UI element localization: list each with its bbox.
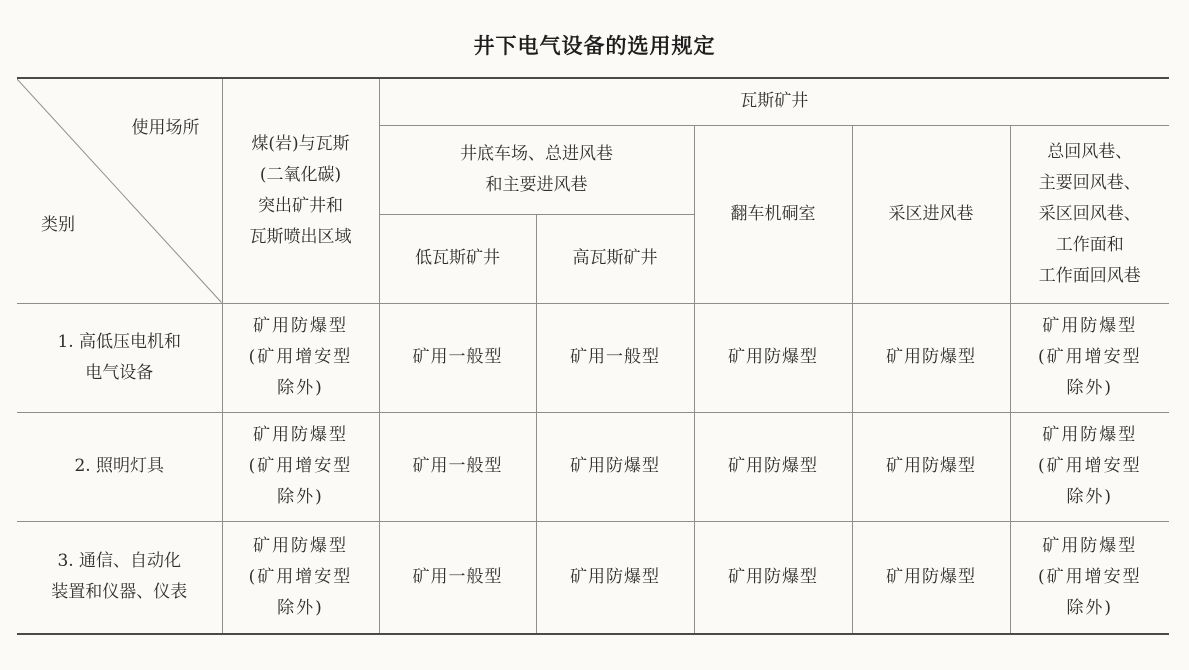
- cell-mining-intake: 矿用防爆型: [852, 303, 1010, 412]
- cell-line: 2. 照明灯具: [74, 456, 165, 476]
- cell-line: 矿用防爆型: [253, 535, 348, 556]
- cell-high-gas: 矿用防爆型: [536, 521, 694, 634]
- cell-return-air: [1010, 303, 1169, 412]
- cell-line: 除外): [1066, 597, 1114, 618]
- header-gas-mine: 瓦斯矿井: [379, 78, 1169, 125]
- header-low-gas-mine: 低瓦斯矿井: [379, 214, 536, 303]
- header-mining-intake: 采区进风巷: [852, 125, 1010, 303]
- cell-line: 矿用防爆型: [253, 425, 348, 445]
- cell-line: 3. 通信、自动化: [57, 551, 182, 572]
- cell-line: 电气设备: [85, 362, 154, 383]
- cell-line: 工作面回风巷: [1038, 265, 1141, 286]
- table-row: [17, 521, 1169, 634]
- cell-tipper: 矿用防爆型: [694, 303, 852, 412]
- diagonal-header-cell: [17, 78, 222, 303]
- cell-line: 和主要进风巷: [485, 174, 588, 195]
- cell-line: 井底车场、总进风巷: [460, 143, 613, 164]
- cell-line: 突出矿井和: [258, 195, 343, 216]
- cell-line: 矿用防爆型: [1042, 316, 1138, 336]
- cell-low-gas: 矿用一般型: [379, 303, 536, 412]
- cell-mining-intake: 矿用防爆型: [852, 412, 1010, 521]
- header-outburst-mine: [222, 78, 379, 303]
- equipment-selection-table: [17, 77, 1169, 635]
- cell-outburst: [222, 521, 379, 634]
- cell-line: 矿用防爆型: [1042, 425, 1138, 445]
- cell-return-air: [1010, 521, 1169, 634]
- cell-line: 主要回风巷、: [1038, 172, 1141, 193]
- cell-line: (矿用增安型: [248, 566, 353, 587]
- cell-outburst: [222, 412, 379, 521]
- row-category: [17, 303, 222, 412]
- cell-line: (矿用增安型: [1037, 566, 1142, 587]
- cell-line: 除外): [277, 597, 324, 618]
- header-shaft-bottom: [379, 125, 694, 214]
- cell-line: 除外): [1066, 378, 1114, 398]
- cell-high-gas: 矿用防爆型: [536, 412, 694, 521]
- cell-line: (矿用增安型: [248, 456, 353, 476]
- cell-line: (矿用增安型: [1037, 347, 1142, 367]
- cell-line: 1. 高低压电机和: [57, 331, 182, 352]
- location-header-label: 使用场所: [131, 118, 200, 138]
- cell-low-gas: 矿用一般型: [379, 521, 536, 634]
- cell-outburst: [222, 303, 379, 412]
- cell-line: (矿用增安型: [1037, 456, 1142, 476]
- cell-line: 除外): [277, 378, 324, 398]
- category-header-label: 类别: [41, 215, 75, 235]
- cell-low-gas: 矿用一般型: [379, 412, 536, 521]
- cell-line: 矿用防爆型: [1042, 535, 1138, 556]
- cell-mining-intake: 矿用防爆型: [852, 521, 1010, 634]
- cell-line: 总回风巷、: [1047, 141, 1133, 162]
- cell-tipper: 矿用防爆型: [694, 521, 852, 634]
- header-high-gas-mine: 高瓦斯矿井: [536, 214, 694, 303]
- cell-line: 装置和仪器、仪表: [51, 582, 188, 603]
- header-tipper-chamber: 翻车机硐室: [694, 125, 852, 303]
- cell-line: 矿用防爆型: [253, 316, 348, 336]
- header-return-air: [1010, 125, 1169, 303]
- table-title: 井下电气设备的选用规定: [473, 34, 716, 58]
- cell-high-gas: 矿用一般型: [536, 303, 694, 412]
- row-category: [17, 412, 222, 521]
- cell-tipper: 矿用防爆型: [694, 412, 852, 521]
- cell-line: 煤(岩)与瓦斯: [251, 133, 350, 154]
- cell-line: 采区回风巷、: [1038, 203, 1141, 224]
- cell-return-air: [1010, 412, 1169, 521]
- cell-line: (二氧化碳): [259, 164, 342, 185]
- cell-line: 工作面和: [1055, 234, 1124, 255]
- table-row: [17, 412, 1169, 521]
- cell-line: 除外): [277, 487, 324, 507]
- cell-line: 瓦斯喷出区域: [249, 226, 352, 247]
- row-category: [17, 521, 222, 634]
- cell-line: 除外): [1066, 487, 1114, 507]
- cell-line: (矿用增安型: [248, 347, 353, 367]
- table-row: [17, 303, 1169, 412]
